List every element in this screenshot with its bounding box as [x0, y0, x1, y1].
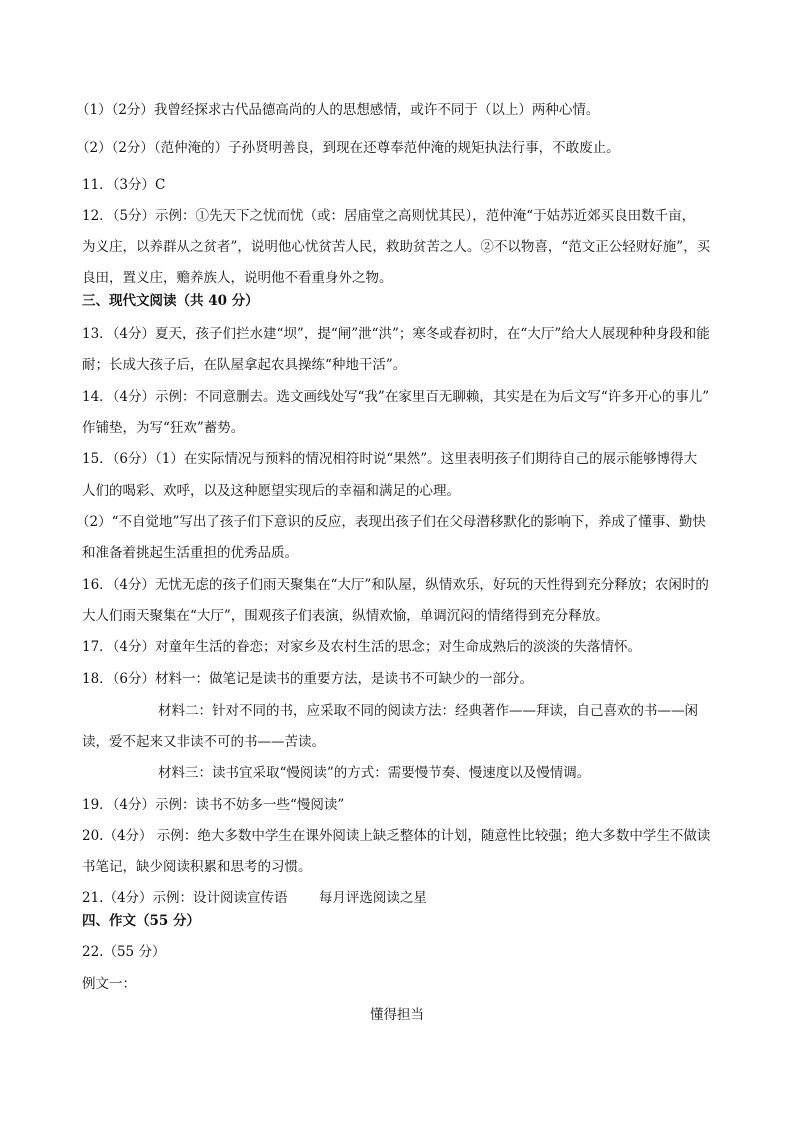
answer-15-cont: 人们的喝彩、欢呼，以及这种愿望实现后的幸福和满足的心理。: [82, 483, 460, 499]
answer-18-material-2: 材料二：针对不同的书，应采取不同的阅读方法：经典著作——拜读，自己喜欢的书——闲: [158, 703, 698, 719]
answer-12: 12．（5分）示例：①先天下之忧而忧（或：居庙堂之高则忧其民），范仲淹“于姑苏近郊买良田数千亩，: [82, 208, 696, 224]
section-heading-essay: 四、作文（55 分）: [82, 913, 200, 929]
answer-11: 11．（3分）C: [82, 177, 166, 193]
answer-14: 14．（4分）示例：不同意删去。选文画线处写“我”在家里百无聊赖，其实是在为后文写“许多开心的事儿”: [82, 389, 710, 405]
example-essay-label: 例文一：: [82, 976, 136, 992]
answer-10-2: （2）（2分）（范仲淹的）子孙贤明善良，到现在还尊奉范仲淹的规矩执法行事，不敢废止。: [76, 140, 620, 156]
answer-20-cont: 书笔记，缺少阅读积累和思考的习惯。: [82, 859, 312, 875]
answer-12-cont: 良田，置义庄，赡养族人，说明他不看重身外之物。: [82, 270, 393, 286]
answer-13: 13．（4分）夏天，孩子们拦水建“坝”，提“闸”泄“洪”；寒冬或春初时，在“大厅”给大人展现种种身段和能: [82, 326, 710, 342]
answer-10-1: （1）（2分）我曾经探求古代品德高尚的人的思想感情，或许不同于（以上）两种心情。: [76, 102, 600, 118]
answer-16: 16．（4分）无忧无虑的孩子们雨天聚集在“大厅”和队屋，纵情欢乐，好玩的天性得到充分释放；农闲时的: [82, 577, 709, 593]
answer-22: 22.（55 分）: [82, 944, 166, 960]
answer-12-cont: 为义庄，以养群从之贫者”，说明他心忧贫苦人民，救助贫苦之人。②不以物喜，“范文正公轻财好施”，买: [82, 239, 711, 255]
answer-18-material-2-cont: 读，爱不起来又非读不可的书——苦读。: [82, 734, 325, 750]
answer-19: 19．（4分）示例：读书不妨多一些“慢阅读”: [82, 797, 345, 813]
answer-18: 18．（6分）材料一：做笔记是读书的重要方法，是读书不可缺少的一部分。: [82, 671, 534, 687]
answer-13-cont: 耐；长成大孩子后，在队屋拿起农具操练“种地干活”。: [82, 357, 407, 373]
essay-title: 懂得担当: [370, 1007, 424, 1023]
answer-15-2: （2）“不自觉地”写出了孩子们下意识的反应，表现出孩子们在父母潜移默化的影响下，养成了懂事、勤快: [76, 514, 706, 530]
answer-15: 15．（6分）（1）在实际情况与预料的情况相符时说“果然”。这里表明孩子们期待自己的展示能够博得大: [82, 451, 698, 467]
answer-17: 17．（4分）对童年生活的眷恋；对家乡及农村生活的思念；对生命成熟后的淡淡的失落情怀。: [82, 639, 642, 655]
answer-15-2-cont: 和准备着挑起生活重担的优秀品质。: [82, 545, 298, 561]
answer-20: 20.（4分） 示例：绝大多数中学生在课外阅读上缺乏整体的计划，随意性比较强；绝大多数中学生不做读: [82, 828, 711, 844]
answer-16-cont: 大人们雨天聚集在“大厅”，围观孩子们表演，纵情欢愉，单调沉闷的情绪得到充分释放。: [82, 608, 609, 624]
answer-18-material-3: 材料三：读书宜采取“慢阅读”的方式：需要慢节奏、慢速度以及慢情调。: [158, 765, 591, 781]
answer-21: 21.（4分）示例：设计阅读宣传语 每月评选阅读之星: [82, 890, 427, 906]
answer-14-cont: 作铺垫，为写“狂欢”蓄势。: [82, 420, 245, 436]
section-heading-reading: 三、现代文阅读（共 40 分）: [82, 293, 259, 309]
